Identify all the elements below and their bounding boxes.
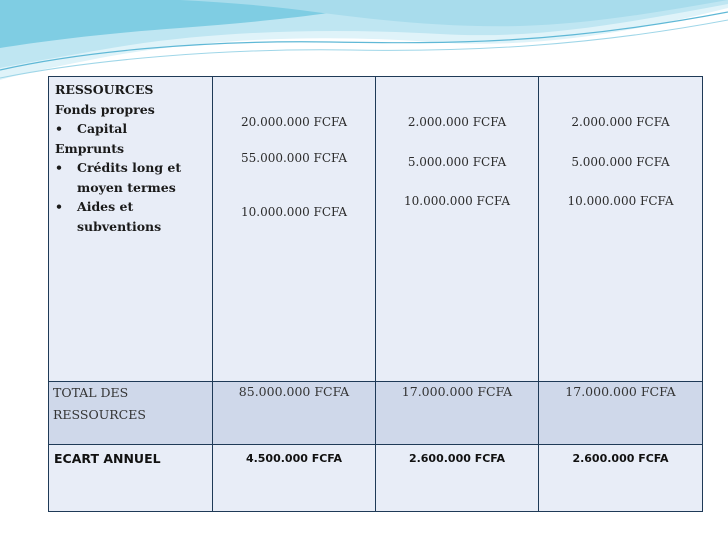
year3-total-value: 17.000.000 FCFA bbox=[539, 382, 703, 445]
aides-label-line2: subventions bbox=[77, 218, 162, 234]
resources-heading: RESSOURCES bbox=[55, 82, 154, 97]
aides-label-line1: Aides et bbox=[77, 199, 134, 214]
total-label-line2: RESSOURCES bbox=[53, 407, 146, 422]
resources-table bbox=[48, 76, 703, 512]
year1-capital-value: 20.000.000 FCFA bbox=[241, 115, 347, 129]
year2-credits-value: 5.000.000 FCFA bbox=[407, 155, 507, 169]
capital-label: Capital bbox=[77, 121, 128, 136]
aides-item bbox=[55, 197, 206, 236]
total-label-cell bbox=[49, 382, 213, 445]
year1-total-value: 85.000.000 FCFA bbox=[213, 382, 376, 445]
year3-aides-value: 10.000.000 FCFA bbox=[567, 194, 674, 208]
fonds-propres-label: Fonds propres bbox=[55, 101, 155, 117]
total-label-line1: TOTAL DES bbox=[53, 385, 129, 400]
year3-capital-value: 2.000.000 FCFA bbox=[571, 115, 670, 129]
year2-capital-value: 2.000.000 FCFA bbox=[407, 115, 507, 129]
credits-label-line1: Crédits long et bbox=[77, 160, 182, 175]
year2-total-value: 17.000.000 FCFA bbox=[376, 382, 539, 445]
year1-aides-value: 10.000.000 FCFA bbox=[241, 205, 347, 219]
resources-table-wrapper bbox=[48, 76, 702, 490]
credits-label-line2: moyen termes bbox=[77, 179, 176, 195]
bullet-icon: • bbox=[55, 160, 63, 175]
resources-label-cell bbox=[49, 77, 213, 382]
total-row bbox=[49, 382, 703, 445]
emprunts-label: Emprunts bbox=[55, 140, 125, 156]
bullet-icon: • bbox=[55, 199, 63, 214]
ecart-row bbox=[49, 445, 703, 512]
capital-item bbox=[55, 119, 206, 139]
resources-row bbox=[49, 77, 703, 382]
year3-ecart-value: 2.600.000 FCFA bbox=[539, 445, 703, 512]
year3-credits-value: 5.000.000 FCFA bbox=[571, 155, 670, 169]
year2-ecart-value: 2.600.000 FCFA bbox=[376, 445, 539, 512]
year3-values-cell bbox=[539, 77, 703, 382]
year1-ecart-value: 4.500.000 FCFA bbox=[213, 445, 376, 512]
year2-values-cell bbox=[376, 77, 539, 382]
year2-aides-value: 10.000.000 FCFA bbox=[404, 194, 510, 208]
credits-item bbox=[55, 158, 206, 197]
year1-credits-value: 55.000.000 FCFA bbox=[241, 151, 347, 165]
ecart-label: ECART ANNUEL bbox=[49, 445, 213, 512]
year1-values-cell bbox=[213, 77, 376, 382]
bullet-icon: • bbox=[55, 121, 63, 136]
